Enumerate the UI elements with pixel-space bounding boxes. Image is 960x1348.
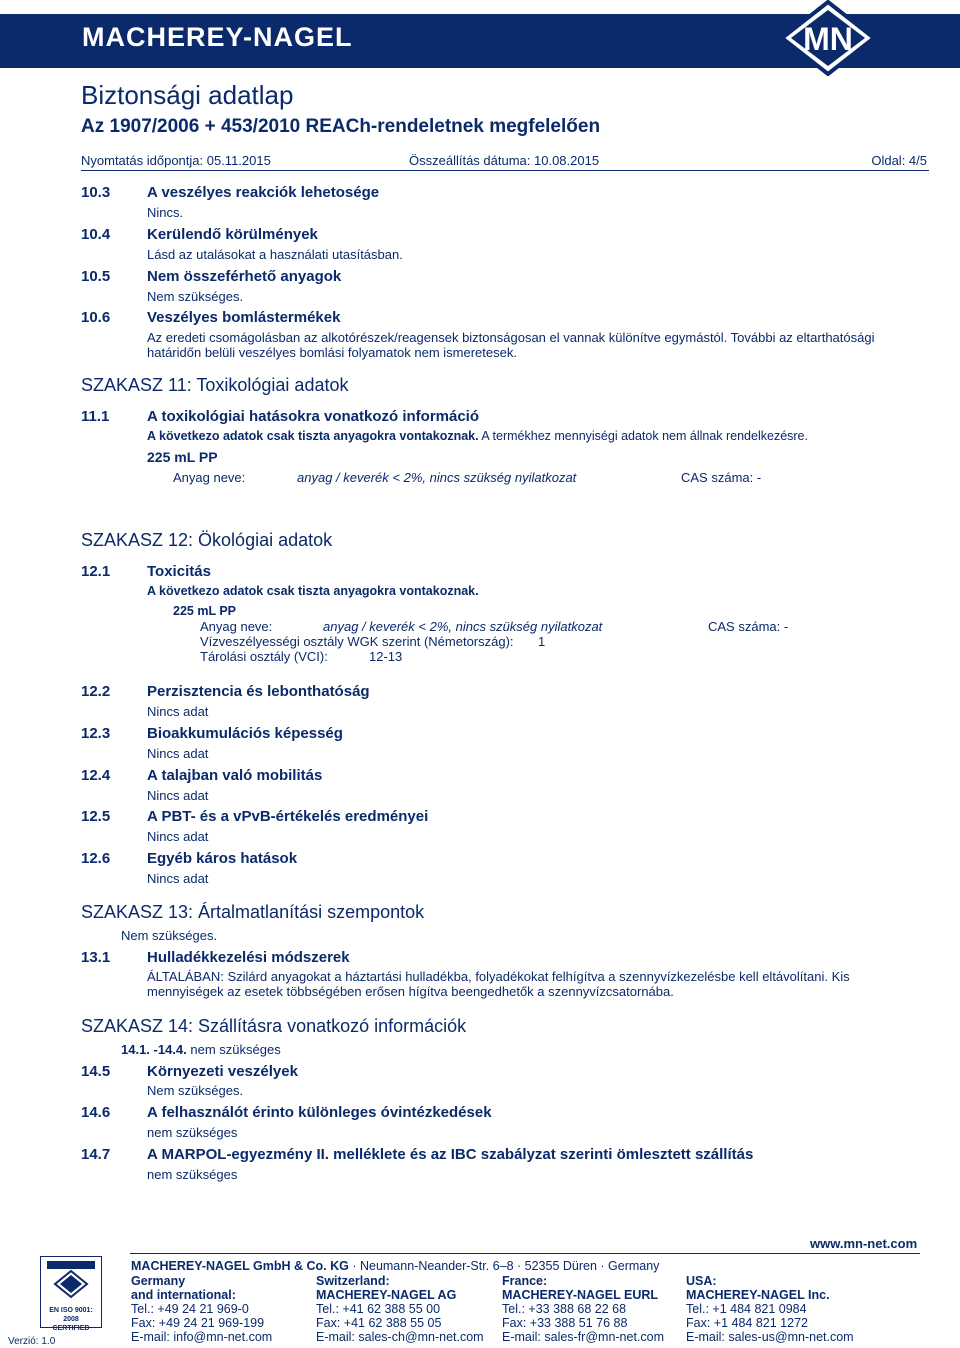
footer-tel: Tel.: +49 24 21 969-0 <box>131 1302 249 1316</box>
subsection-text: Nincs adat <box>147 746 209 761</box>
subsection-text: Nincs adat <box>147 704 209 719</box>
subsection-text: Nem szükséges. <box>147 289 244 304</box>
section-intro: Nem szükséges. <box>121 928 218 943</box>
vci-value: 12-13 <box>369 649 403 664</box>
subsection-text: mennyiségek az esetek többségében erősen hígítva beengedhetők a szennyvízcsatornába. <box>147 984 674 999</box>
section-heading: SZAKASZ 13: Ártalmatlanítási szempontok <box>81 902 425 922</box>
section-heading: SZAKASZ 12: Ökológiai adatok <box>81 530 333 550</box>
data-note: A következo adatok csak tiszta anyagokra vontakoznak. <box>147 584 479 598</box>
footer-fax: Fax: +49 24 21 969-199 <box>131 1316 265 1330</box>
meta-row <box>81 153 929 171</box>
subsection-title: Nem összeférhető anyagok <box>147 268 342 285</box>
cert-line-2: CERTIFIED <box>52 1325 90 1332</box>
subsection-number: 12.6 <box>81 850 111 867</box>
wgk-label: Vízveszélyességi osztály WGK szerint (Németország): <box>200 634 514 649</box>
header-bar-end <box>878 14 960 68</box>
subsection-text: Nincs. <box>147 205 184 220</box>
subsection-text: Nincs adat <box>147 829 209 844</box>
subsection-title: Veszélyes bomlástermékek <box>147 309 341 326</box>
footer-region-sub: MACHEREY-NAGEL EURL <box>502 1288 659 1302</box>
footer-tel: Tel.: +41 62 388 55 00 <box>316 1302 441 1316</box>
footer-region: Switzerland: <box>316 1274 390 1288</box>
subsection-title: Bioakkumulációs képesség <box>147 725 343 742</box>
subsection-text: Nincs adat <box>147 871 209 886</box>
certification-badge <box>40 1256 102 1332</box>
subsection-number: 12.3 <box>81 725 111 742</box>
substance-value: anyag / keverék < 2%, nincs szükség nyilatkozat <box>297 470 577 485</box>
cert-line-1: EN ISO 9001: 2008 <box>49 1307 93 1323</box>
subsection-text: nem szükséges <box>147 1125 238 1140</box>
subsection-title: Környezeti veszélyek <box>147 1063 298 1080</box>
wgk-value: 1 <box>538 634 546 649</box>
section-heading: SZAKASZ 11: Toxikológiai adatok <box>81 375 349 395</box>
footer-email[interactable]: E-mail: sales-fr@mn-net.com <box>502 1330 665 1344</box>
cas-number: CAS száma: - <box>708 619 789 634</box>
version-label: Verzió: 1.0 <box>8 1336 56 1347</box>
subsection-text: Lásd az utalásokat a használati utasításban. <box>147 247 403 262</box>
footer-company-line: MACHEREY-NAGEL GmbH & Co. KG · Neumann-Neander-Str. 6–8 · 52355 Düren · Germany <box>131 1259 660 1273</box>
footer-fax: Fax: +1 484 821 1272 <box>686 1316 808 1330</box>
subsection-title: A MARPOL-egyezmény II. melléklete és az IBC szabályzat szerinti ömlesztett szállítás <box>147 1146 754 1163</box>
subsection-text: Az eredeti csomágolásban az alkotórészek/reagensek biztonságosan el vannak különítve egymástól. További az eltarthatósági <box>147 330 875 345</box>
substance-label: Anyag neve: <box>173 470 246 485</box>
subsection-number: 10.6 <box>81 309 111 326</box>
subsection-number: 14.6 <box>81 1104 111 1121</box>
footer-url[interactable]: www.mn-net.com <box>810 1236 918 1251</box>
subsection-text: határidőn belüli veszélyes bomlási folyamatok nem ismeretesek. <box>147 345 517 360</box>
subsection-title: A felhasználót érinto különleges óvintézkedések <box>147 1104 492 1121</box>
footer-region: France: <box>502 1274 548 1288</box>
subsection-number: 10.3 <box>81 184 111 201</box>
subsection-text: Nem szükséges. <box>147 1083 244 1098</box>
vci-label: Tárolási osztály (VCI): <box>200 649 328 664</box>
footer-email[interactable]: E-mail: info@mn-net.com <box>131 1330 273 1344</box>
subsection-number: 13.1 <box>81 949 111 966</box>
footer-region: Germany <box>131 1274 186 1288</box>
footer-divider <box>130 1253 920 1254</box>
page-number: Oldal: 4/5 <box>871 153 927 168</box>
subsection-number: 14.7 <box>81 1146 111 1163</box>
subsection-number: 14.5 <box>81 1063 111 1080</box>
subsection-number: 10.4 <box>81 226 111 243</box>
subsection-number: 12.5 <box>81 808 111 825</box>
print-date: Nyomtatás időpontja: 05.11.2015 <box>81 153 271 168</box>
subsection-number: 12.1 <box>81 563 111 580</box>
subsection-title: A talajban való mobilitás <box>147 767 323 784</box>
footer-tel: Tel.: +1 484 821 0984 <box>686 1302 807 1316</box>
footer-email[interactable]: E-mail: sales-ch@mn-net.com <box>316 1330 484 1344</box>
substance-label: Anyag neve: <box>200 619 273 634</box>
footer-email[interactable]: E-mail: sales-us@mn-net.com <box>686 1330 854 1344</box>
subsection-text: nem szükséges <box>147 1167 238 1182</box>
footer-fax: Fax: +33 388 51 76 88 <box>502 1316 628 1330</box>
transport-range: 14.1. -14.4. nem szükséges <box>121 1042 281 1057</box>
section-heading: SZAKASZ 14: Szállításra vonatkozó információk <box>81 1016 467 1036</box>
mn-logo-icon <box>778 0 878 76</box>
subsection-title: A veszélyes reakciók lehetosége <box>147 184 380 201</box>
footer-tel: Tel.: +33 388 68 22 68 <box>502 1302 627 1316</box>
subsection-number: 12.4 <box>81 767 111 784</box>
subsection-text: Nincs adat <box>147 788 209 803</box>
compile-date: Összeállítás dátuma: 10.08.2015 <box>409 153 600 168</box>
data-note: A következo adatok csak tiszta anyagokra vontakoznak. A termékhez mennyiségi adatok nem állnak rendelkezésre. <box>147 429 808 443</box>
page-subtitle: Az 1907/2006 + 453/2010 REACh-rendeletnek megfelelően <box>81 116 601 137</box>
mn-cert-logo-icon <box>41 1257 101 1301</box>
subsection-number: 11.1 <box>81 408 110 425</box>
subsection-number: 12.2 <box>81 683 111 700</box>
subsection-title: Perzisztencia és lebonthatóság <box>147 683 370 700</box>
subsection-text: ÁLTALÁBAN: Szilárd anyagokat a háztartási hulladékba, folyadékokat felhígítva a szennyvízkezelésbe kell eltávolítani. Kis <box>147 969 850 984</box>
subsection-number: 10.5 <box>81 268 111 285</box>
footer-fax: Fax: +41 62 388 55 05 <box>316 1316 442 1330</box>
logo-text: MN <box>803 21 853 57</box>
substance-value: anyag / keverék < 2%, nincs szükség nyilatkozat <box>323 619 603 634</box>
cas-number: CAS száma: - <box>681 470 762 485</box>
subsection-title: Egyéb káros hatások <box>147 850 298 867</box>
subsection-title: Toxicitás <box>147 563 211 580</box>
product-name: 225 mL PP <box>173 604 237 618</box>
product-name: 225 mL PP <box>147 449 218 465</box>
brand-name: MACHEREY-NAGEL <box>82 22 353 52</box>
subsection-title: Hulladékkezelési módszerek <box>147 949 350 966</box>
subsection-title: A toxikológiai hatásokra vonatkozó információ <box>147 408 480 425</box>
footer-region-sub: MACHEREY-NAGEL Inc. <box>686 1288 830 1302</box>
footer-region-sub: MACHEREY-NAGEL AG <box>316 1288 457 1302</box>
subsection-title: Kerülendő körülmények <box>147 226 318 243</box>
page-title: Biztonsági adatlap <box>81 80 294 110</box>
subsection-title: A PBT- és a vPvB-értékelés eredményei <box>147 808 429 825</box>
footer-region: USA: <box>686 1274 717 1288</box>
footer-region-sub: and international: <box>131 1288 236 1302</box>
